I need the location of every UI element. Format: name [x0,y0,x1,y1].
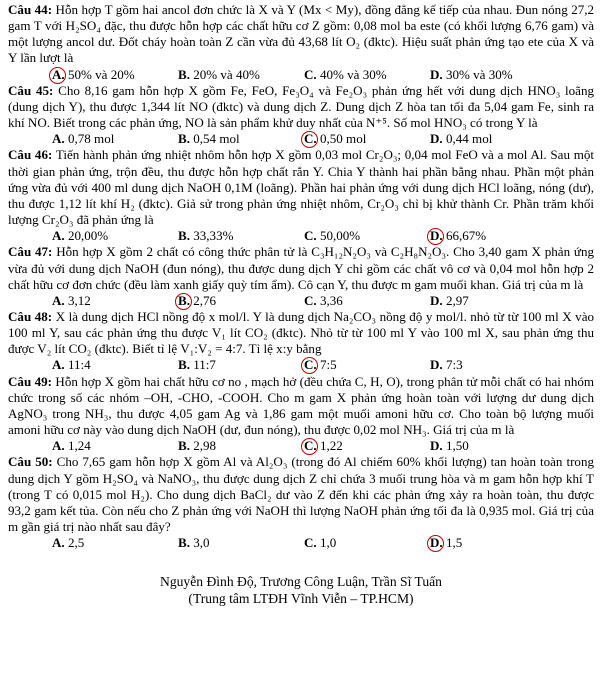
authors-line: Nguyễn Đình Độ, Trương Công Luận, Trần Sĩ Tuấn [160,574,442,590]
answer-option [178,228,304,244]
question-stem: Cho 8,16 gam hỗn hợp X gồm Fe, FeO, Fe₃O₄ và Fe₂O₃ phản ứng hết với dung dịch HNO₃ loãng (dung dịch Y), thu được 1,344 lít NO (đktc) và dung dịch Z. Dung dịch Z hòa tan tối đa 5,04 gam Fe, sinh ra khí NO. Biết trong các phản ứng, NO là sản phẩm khử duy nhất của N⁺⁵. Số mol HNO₃ có trong Y là [8,82,594,131]
question-text-line [8,309,594,357]
answer-letter: D. [430,131,443,147]
answer-text: 66,67% [445,228,487,244]
answer-letter: B. [178,228,190,244]
answer-text: 20,00% [67,228,109,244]
answer-option [178,535,304,551]
selected-answer-letter: D. [430,228,443,244]
answer-option [304,535,430,551]
question-text-line [8,374,594,439]
answer-letter: C. [304,535,317,551]
answer-options [8,228,594,244]
selected-answer-letter: B. [178,292,190,308]
question-stem: Tiến hành phản ứng nhiệt nhôm hỗn hợp X gồm 0,03 mol Cr₂O₃; 0,04 mol FeO và a mol Al. Sau một thời gian phản ứng, trộn đều, thu được hỗn hợp chất rắn Y. Chia Y thành hai phần bằng nhau. Phần một phản ứng vừa đủ với 400 ml dung dịch NaOH 0,1M (loãng). Phần hai phản ứng với dung dịch HCl loãng, nóng (dư), thu được 1,12 lít khí H₂ (đktc). Giả sử trong phản ứng nhiệt nhôm, Cr₂O₃ chỉ bị khử thành Cr. Phần trăm khối lượng Cr₂O₃ đã phản ứng là [8,147,595,228]
answer-options [8,131,594,147]
answer-options [8,293,594,309]
selected-answer-letter: C. [304,357,317,373]
answer-text: 0,54 mol [193,131,240,147]
question-block [8,83,594,148]
answer-text: 40% và 30% [319,66,387,82]
answer-text: 1,50 [445,438,469,454]
answer-options [8,535,594,551]
answer-option [430,228,550,244]
answer-text: 11:4 [67,357,91,373]
answer-text: 2,5 [67,535,85,551]
answer-option [304,293,430,309]
question-stem: X là dung dịch HCl nồng độ x mol/l. Y là dung dịch Na₂CO₃ nồng độ y mol/l. nhỏ từ từ 100 ml X vào 100 ml Y, sau các phản ứng thu được V₁ lít CO₂ (đktc). Nhỏ từ từ 100 ml Y vào 100 ml X, sau phản ứng thu được V₂ lít CO₂ (đktc). Biết tỉ lệ V₁:V₂ = 4:7. Tỉ lệ x:y bằng [8,308,595,357]
answer-letter: B. [178,357,190,373]
answer-letter: C. [304,228,317,244]
answer-text: 1,0 [319,535,337,551]
answer-text: 7:5 [319,357,337,373]
answer-option [52,438,178,454]
answer-letter: D. [430,357,443,373]
answer-letter: B. [178,131,190,147]
question-stem: Hỗn hợp X gồm hai chất hữu cơ no , mạch hở (đều chứa C, H, O), trong phân tử mỗi chất có hai nhóm chức trong số các nhóm –OH, -CHO, -COOH. Cho m gam X phản ứng hoàn toàn với lượng dư dung dịch AgNO₃ trong NH₃, thu được 4,05 gam Ag và 1,86 gam một muối amoni hữu cơ. Cho toàn bộ lượng muối amoni hữu cơ này vào dung dịch NaOH (dư, đun nóng), thu được 0,02 mol NH₃. Giá trị của m là [8,373,595,438]
answer-letter: D. [430,438,443,454]
selected-answer-letter: D. [430,535,443,551]
answer-text: 1,24 [67,438,91,454]
answer-options [8,357,594,373]
answer-text: 2,97 [445,292,469,308]
answer-option [52,535,178,551]
answer-option [430,535,550,551]
question-stem: Hỗn hợp X gồm 2 chất có công thức phân tử là C₃H₁₂N₂O₃ và C₂H₈N₂O₃. Cho 3,40 gam X phản ứng vừa đủ với dung dịch NaOH (đun nóng), thu được dung dịch Y chỉ gồm các chất vô cơ và 0,04 mol hỗn hợp 2 chất hữu cơ đơn chức (đều làm xanh giấy quỳ tím ẩm). Cô cạn Y, thu được m gam muối khan. Giá trị của m là [8,244,595,292]
answer-letter: A. [52,438,65,454]
answer-option [304,357,430,373]
answer-option [178,357,304,373]
answer-option [304,67,430,83]
answer-text: 1,22 [319,438,343,454]
answer-options [8,67,594,83]
answer-option [52,293,178,309]
answer-text: 0,44 mol [445,131,493,147]
answer-text: 2,98 [193,438,217,454]
answer-text: 3,0 [193,535,210,551]
answer-letter: B. [178,535,190,551]
answer-option [178,131,304,147]
selected-answer-letter: C. [304,131,317,147]
answer-option [304,438,430,454]
answer-letter: A. [52,131,65,147]
question-label: Câu 49: [8,373,52,389]
question-block [8,147,594,244]
question-text-line [8,83,594,131]
question-block [8,454,594,551]
answer-letter: A. [52,535,65,551]
question-text-line [8,2,594,67]
selected-answer-letter: A. [52,66,65,82]
question-block [8,2,594,83]
answer-letter: B. [178,66,190,82]
answer-option [52,131,178,147]
answer-option [178,438,304,454]
question-text-line [8,147,594,228]
selected-answer-letter: C. [304,438,317,454]
question-label: Câu 44: [8,2,53,17]
answer-letter: C. [304,66,317,82]
answer-option [52,357,178,373]
answer-letter: B. [178,438,190,454]
answer-text: 20% và 40% [193,66,260,82]
answer-letter: A. [52,228,65,244]
answer-text: 3,12 [67,292,91,308]
question-label: Câu 46: [8,147,53,163]
answer-text: 11:7 [193,357,216,373]
answer-text: 3,36 [319,292,343,308]
question-stem: Hỗn hợp T gồm hai ancol đơn chức là X và Y (Mx < My), đồng đẳng kế tiếp của nhau. Đun nóng 27,2 gam T với H₂SO₄ đặc, thu được hỗn hợp các chất hữu cơ Z gồm: 0,08 mol ba este (có khối lượng 6,76 gam) và một lượng ancol dư. Đốt cháy hoàn toàn Z cần vừa đủ 43,68 lít O₂ (đktc). Hiệu suất phản ứng tạo ete của X và Y lần lượt là [8,2,595,66]
answer-letter: D. [430,292,443,308]
answer-text: 7:3 [445,357,463,373]
question-label: Câu 45: [8,82,54,98]
question-label: Câu 48: [8,308,53,324]
question-block [8,244,594,309]
answer-text: 0,78 mol [67,131,115,147]
answer-option [430,357,550,373]
answer-option [430,438,550,454]
answer-option [304,228,430,244]
answer-option [52,228,178,244]
answer-text: 2,76 [193,292,217,308]
answer-text: 0,50 mol [319,131,367,147]
answer-letter: D. [430,66,443,82]
question-block [8,309,594,374]
authors-footer [8,573,594,607]
question-text-line [8,454,594,535]
center-line: (Trung tâm LTĐH Vĩnh Viễn – TP.HCM) [188,591,414,607]
answer-letter: A. [52,357,65,373]
answer-text: 50,00% [319,228,361,244]
answer-option [178,293,304,309]
answer-option [52,67,178,83]
answer-option [430,67,550,83]
question-label: Câu 50: [8,454,53,470]
question-stem: Cho 7,65 gam hỗn hợp X gồm Al và Al₂O₃ (trong đó Al chiếm 60% khối lượng) tan hoàn toàn trong dung dịch Y gồm H₂SO₄ và NaNO₃, thu được dung dịch Z chỉ chứa 3 muối trung hòa và m gam hỗn hợp khí T (trong T có 0,015 mol H₂). Cho dung dịch BaCl₂ dư vào Z đến khi các phản ứng xảy ra hoàn toàn, thu được 93,2 gam kết tủa. Còn nếu cho Z phản ứng với NaOH thì lượng NaOH phản ứng tối đa là 0,935 mol. Giá trị của m gần giá trị nào nhất sau đây? [8,454,595,534]
answer-option [304,131,430,147]
answer-options [8,438,594,454]
answer-option [178,67,304,83]
answer-text: 50% và 20% [67,66,135,82]
answer-option [430,131,550,147]
answer-letter: C. [304,292,317,308]
answer-text: 33,33% [193,228,234,244]
answer-option [430,293,550,309]
answer-text: 1,5 [445,535,463,551]
answer-letter: A. [52,292,65,308]
answer-text: 30% và 30% [445,66,513,82]
question-block [8,374,594,455]
question-label: Câu 47: [8,244,53,260]
question-text-line [8,244,594,292]
